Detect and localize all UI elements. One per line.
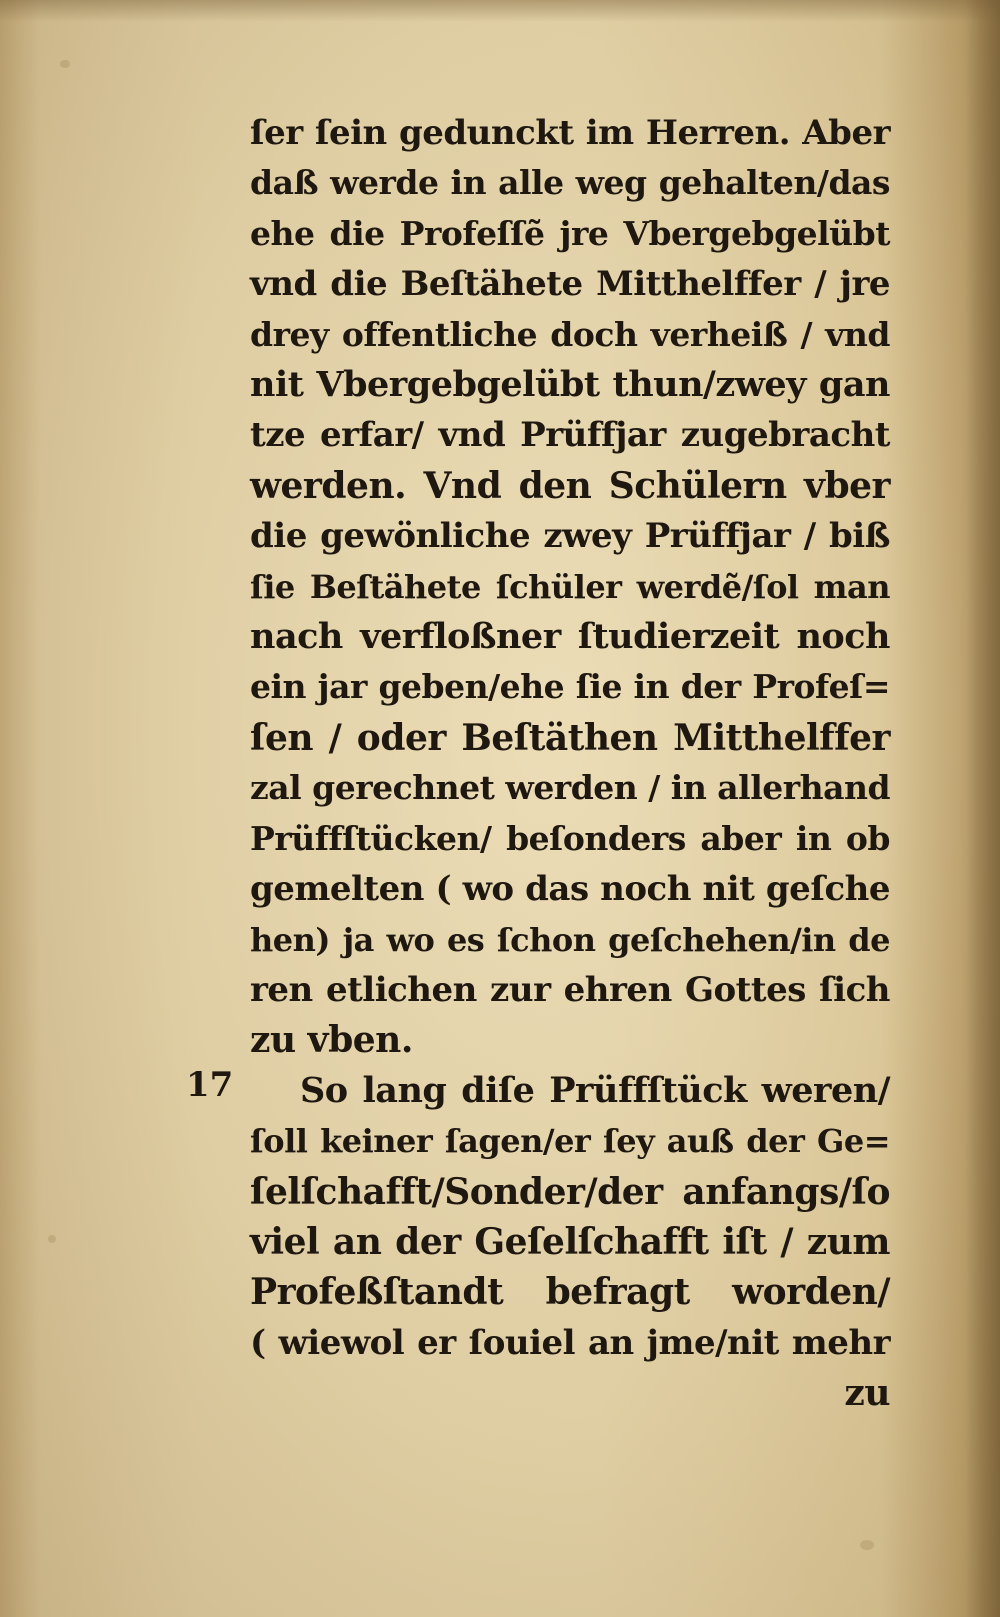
text-line: hen) ja wo es ſchon geſchehen/in de [250,920,890,959]
text-line: zu vben. [250,1019,413,1062]
page-top-shadow [0,0,1000,22]
text-line: ein jar geben/ehe ſie in der Profeſ= [250,667,890,707]
text-line: So lang diſe Prüffſtück weren/ [300,1069,890,1111]
page-right-shadow [966,0,1000,1617]
paper-stain [860,1540,874,1550]
text-line: ſen / oder Beſtäthen Mitthelffer [250,716,890,759]
text-line: zal gerechnet werden / in allerhand [250,768,891,808]
text-line: ( wiewol er ſouiel an jme/nit mehr [250,1322,890,1363]
text-line: drey offentliche doch verheiß / vnd [250,314,890,354]
text-line: Profeßſtandt befragt worden/ [250,1271,890,1314]
text-line: daß werde in alle weg gehalten/das [250,163,890,203]
text-line: die gewönliche zwey Prüffjar / biß [250,516,890,557]
text-line: ſie Beſtähete ſchüler werdẽ/ſol man [250,567,890,606]
text-line: gemelten ( wo das noch nit geſche [250,869,890,910]
text-line: nach verfloßner ſtudierzeit noch [250,616,890,658]
catchword: zu [844,1372,890,1415]
text-line: viel an der Geſelſchafft iſt / zum [250,1220,890,1263]
text-line: ſelſchafft/Sonder/der anfangs/ſo [250,1170,890,1213]
page-text [250,108,890,1419]
text-line: nit Vbergebgelübt thun/zwey gan [250,364,890,406]
paper-stain [60,60,70,68]
text-line: ſer ſein gedunckt im Herren. Aber [250,113,890,153]
paragraph-number: 17 [186,1065,234,1105]
paper-stain [48,1235,56,1243]
text-line: ſoll keiner ſagen/er ſey auß der Ge= [250,1122,890,1161]
text-line: ehe die Profeſſẽ jre Vbergebgelübt [250,213,890,253]
text-line: Prüffſtücken/ beſonders aber in ob [250,818,890,858]
text-line: tze erfar/ vnd Prüffjar zugebracht [250,415,890,456]
text-line: werden. Vnd den Schülern vber [250,464,890,507]
text-line: vnd die Beſtähete Mitthelffer / jre [250,264,890,305]
text-line: ren etlichen zur ehren Gottes ſich [250,969,890,1010]
